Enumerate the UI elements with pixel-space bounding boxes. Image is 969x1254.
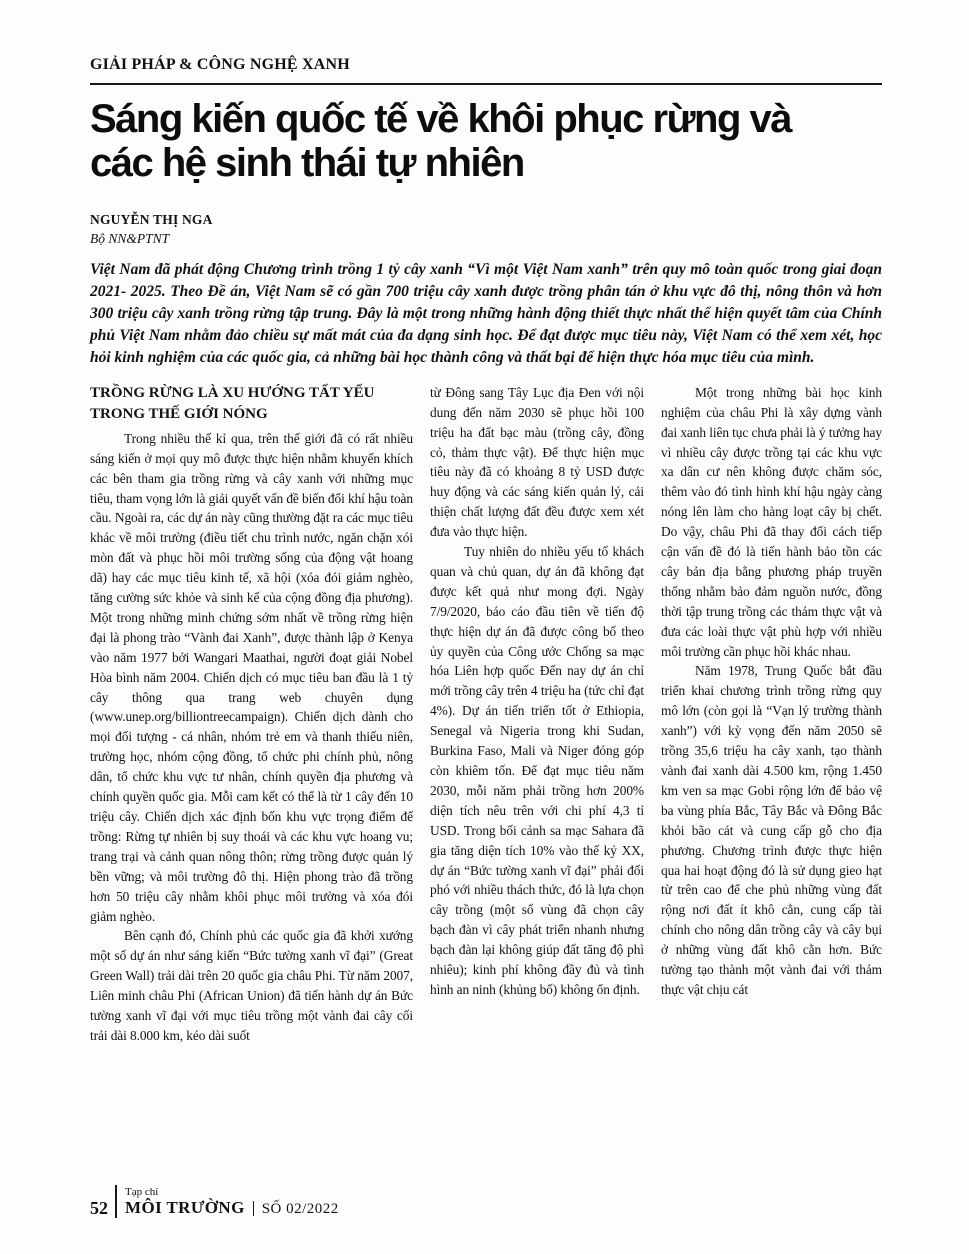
body-paragraph: Năm 1978, Trung Quốc bắt đầu triển khai chương trình trồng rừng quy mô lớn (còn gọi là “Vạn lý trường thành xanh”) với kỳ vọng đến năm 2050 sẽ trồng 35,6 triệu ha cây xanh, tạo thành vành đai xanh dài 4.500 km, rộng 1.450 km ven sa mạc Gobi rộng lớn để bảo vệ ba vùng phía Bắc, Tây Bắc và Đông Bắc khỏi bão cát và cung cấp gỗ cho địa phương. Chương trình được thực hiện qua hai hoạt động đó là sử dụng gieo hạt từ trên cao để che phủ những vùng đất rộng nơi đất ít khô cằn, cung cấp tài chính cho nông dân trồng cây và cây bụi ở những vùng đất khô cằn hơn. Bức tường tạo thành một vành đai với thảm thực vật chịu cát xyxy=(661,663,882,997)
page-number: 52 xyxy=(90,1198,108,1218)
page-content xyxy=(90,0,882,1165)
column-1 xyxy=(90,383,413,1165)
journal-name: MÔI TRƯỜNG xyxy=(125,1198,245,1217)
page-footer xyxy=(90,1185,339,1218)
footer-divider xyxy=(115,1185,117,1218)
body-columns xyxy=(90,383,882,1165)
body-paragraph: Tuy nhiên do nhiều yếu tố khách quan và chủ quan, dự án đã không đạt được kết quả như mong đợi. Ngày 7/9/2020, báo cáo đầu tiên về tiến độ thực hiện dự án đã được công bố theo ủy quyền của Công ước Chống sa mạc hóa Liên hợp quốc Đến nay dự án chỉ mới trồng cây trên 4 triệu ha (tức chỉ đạt 4%). Dự án tiến triển tốt ở Ethiopia, Senegal và Nigeria trong khi Sudan, Burkina Faso, Mali và Niger đóng góp còn khiêm tốn. Để đạt mục tiêu năm 2030, mỗi năm phải trồng hơn 200% diện tích nêu trên với chi phí 4,3 tỉ USD. Trong bối cảnh sa mạc Sahara đã gia tăng diện tích 10% vào thế kỷ XX, dự án “Bức tường xanh vĩ đại” phải đối phó với nhiều thách thức, đó là lựa chọn cây trồng (một số vùng đã chọn cây bạch đàn vì cây phát triển nhanh nhưng bạch đàn lại không giúp đất tăng độ phì nhiêu); kinh phí không đầy đủ và tình hình an ninh (khủng bố) không ổn định. xyxy=(430,544,644,997)
author-affiliation: Bộ NN&PTNT xyxy=(90,230,170,246)
section-heading: TRỒNG RỪNG LÀ XU HƯỚNG TẤT YẾU TRONG THẾ GIỚI NÓNG xyxy=(90,384,375,422)
column-3 xyxy=(661,383,882,1165)
lead-paragraph: Việt Nam đã phát động Chương trình trồng 1 tỷ cây xanh “Vì một Việt Nam xanh” trên quy mô toàn quốc trong giai đoạn 2021- 2025. Theo Đề án, Việt Nam sẽ có gần 700 triệu cây xanh được trồng phân tán ở khu vực đô thị, nông thôn và hơn 300 triệu cây xanh trồng rừng tập trung. Đây là một trong những hành động thiết thực nhất thể hiện quyết tâm của Chính phủ Việt Nam nhằm đảo chiều sự mất mát của đa dạng sinh học. Để đạt được mục tiêu này, Việt Nam có thể xem xét, học hỏi kinh nghiệm của các quốc gia, cả những bài học thành công và thất bại để hiện thực hóa mục tiêu của mình. xyxy=(90,260,882,366)
section-kicker: GIẢI PHÁP & CÔNG NGHỆ XANH xyxy=(90,56,350,73)
author-name: NGUYỄN THỊ NGA xyxy=(90,211,213,227)
body-paragraph: Bên cạnh đó, Chính phủ các quốc gia đã khởi xướng một số dự án như sáng kiến “Bức tường xanh vĩ đại” (Great Green Wall) trải dài trên 20 quốc gia châu Phi. Từ năm 2007, Liên minh châu Phi (African Union) đã tiến hành dự án Bức tường xanh vĩ đại với mục tiêu trồng một vành đai cây cối trải dài 8.000 km, kéo dài suốt xyxy=(90,928,413,1043)
body-paragraph: Trong nhiều thế kỉ qua, trên thế giới đã có rất nhiều sáng kiến ở mọi quy mô được thực hiện nhằm khuyến khích các bên tham gia trồng rừng và cây xanh với những mục tiêu, tham vọng lớn là giải quyết vấn đề biến đổi khí hậu toàn cầu. Ngoài ra, các dự án này cũng thường đặt ra các mục tiêu khác về môi trường (điều tiết chu trình nước, ngăn chặn xói mòn đất và phục hồi môi trường sống của động vật hoang dã) hay các mục tiêu kinh tế, xã hội (xóa đói giảm nghèo, tăng cường sức khỏe và sinh kế của cộng đồng địa phương). Một trong những minh chứng sớm nhất về trồng rừng hiện đại là phong trào “Vành đai Xanh”, được thành lập ở Kenya vào năm 1977 bởi Wangari Maathai, người đoạt giải Nobel Hòa bình năm 2004. Chiến dịch có mục tiêu ban đầu là 1 tỷ cây thông qua trang web chuyên dụng (www.unep.org/billiontreecampaign). Chiến dịch dành cho mọi đối tượng - cá nhân, nhóm trẻ em và thanh thiếu niên, trường học, nhóm cộng đồng, tổ chức phi chính phủ, nông dân, tổ chức khu vực tư nhân, chính quyền địa phương và chính quyền quốc gia. Mỗi cam kết có thể là từ 1 cây đến 10 triệu cây. Chiến dịch xác định bốn khu vực trọng điểm để trồng: Rừng tự nhiên bị suy thoái và các khu vực hoang vu; trang trại và cảnh quan nông thôn; rừng trồng được quản lý bền vững; và môi trường đô thị. Hiện phong trào đã trồng hơn 50 triệu cây nhằm khôi phục môi trường và xóa đói giảm nghèo. xyxy=(90,430,413,924)
column-2 xyxy=(430,383,644,1165)
article-title xyxy=(90,97,882,185)
body-paragraph-continuation: từ Đông sang Tây Lục địa Đen với nội dung đến năm 2030 sẽ phục hồi 100 triệu ha đất bạc màu (trồng cây, đồng cỏ, thảm thực vật). Để thực hiện mục tiêu này đã có khoảng 8 tỷ USD được huy động và các sáng kiến quản lý, cải thiện chất lượng đất đều được xem xét đưa vào thực hiện. xyxy=(430,384,644,540)
issue-divider xyxy=(253,1201,254,1216)
journal-row xyxy=(125,1198,339,1218)
journal-label: Tạp chí xyxy=(125,1186,159,1198)
article-title-line1: Sáng kiến quốc tế về khôi phục rừng và xyxy=(90,97,792,141)
body-paragraph: Một trong những bài học kinh nghiệm của châu Phi là xây dựng vành đai xanh liên tục chưa phải là ý tưởng hay vì nhiều cây được trồng tại các khu vực xa dân cư nên không được chăm sóc, thêm vào đó tình hình khí hậu ngày càng nóng lên làm cho hàng loạt cây bị chết. Do vậy, châu Phi đã thay đổi cách tiếp cận vấn đề đó là tiến hành bảo tồn các cây bản địa bằng phương pháp truyền thống nhằm bảo đảm nguồn nước, đồng thời tập trung trồng các thảm thực vật và đưa các loài thực vật phù hợp với nhiều môi trường cần phục hồi khác nhau. xyxy=(661,384,882,659)
journal-identity xyxy=(125,1186,339,1218)
article-title-line2: các hệ sinh thái tự nhiên xyxy=(90,141,524,185)
kicker-rule xyxy=(90,83,882,85)
issue-number: SỐ 02/2022 xyxy=(261,1201,339,1217)
